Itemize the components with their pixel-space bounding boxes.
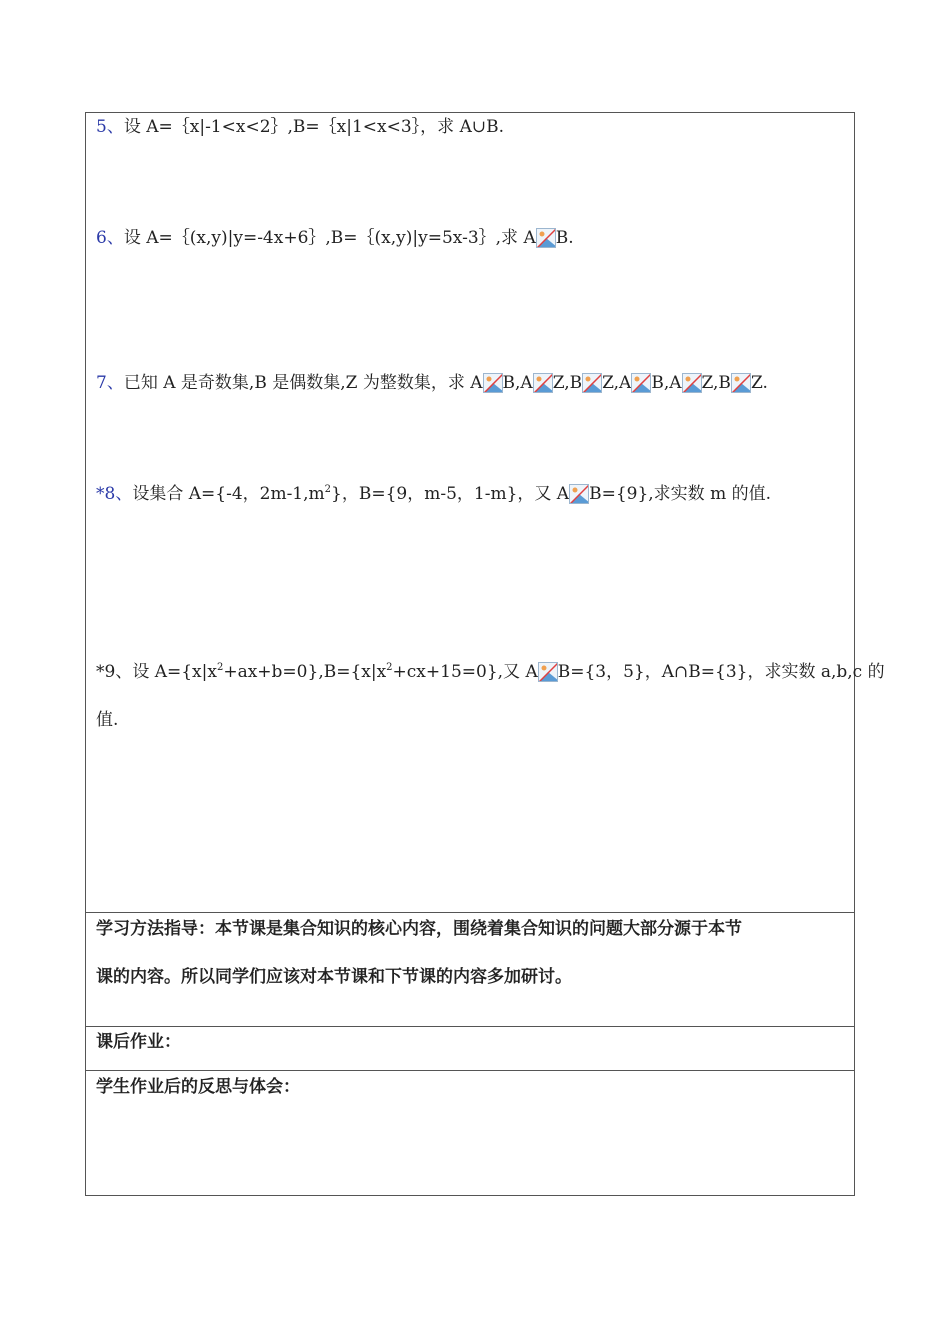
problem-7-text-a: 已知 A 是奇数集,B 是偶数集,Z 为整数集，求 A	[123, 373, 483, 393]
problem-8	[96, 483, 771, 505]
broken-image-icon	[731, 373, 751, 393]
problem-9-line-2: 值.	[96, 710, 119, 730]
problem-7-seg-2: Z,B	[552, 373, 583, 393]
problem-9-text-c: +cx+15=0},又 A	[392, 662, 538, 682]
reflection-label: 学生作业后的反思与体会：	[96, 1077, 300, 1097]
problem-8-text-c: B={9},求实数 m 的值.	[589, 484, 771, 504]
problem-8-number: *8、	[96, 484, 133, 504]
problem-7-seg-3: Z,A	[602, 373, 632, 393]
row-divider	[86, 1070, 854, 1071]
broken-image-icon	[483, 373, 503, 393]
problem-7-seg-4: B,A	[651, 373, 682, 393]
problem-7	[96, 372, 768, 394]
broken-image-icon	[533, 373, 553, 393]
problem-9-text-a: *9、设 A={x|x	[96, 662, 217, 682]
problem-6-text-b: B.	[555, 228, 574, 248]
problem-9-superscript-2: 2	[386, 662, 393, 673]
method-guidance-line-2: 课的内容。所以同学们应该对本节课和下节课的内容多加研讨。	[96, 967, 572, 987]
method-guidance-line-1: 学习方法指导：本节课是集合知识的核心内容，围绕着集合知识的问题大部分源于本节	[96, 919, 742, 939]
problem-8-superscript: 2	[324, 484, 332, 495]
problem-5-number: 5、	[96, 117, 124, 137]
worksheet-table	[85, 112, 885, 1196]
problem-7-number: 7、	[96, 373, 124, 393]
problem-5	[96, 116, 504, 138]
problem-8-text-b: }，B={9，m-5，1-m}，又 A	[331, 484, 570, 504]
problem-8-text-a: 设集合 A={-4，2m-1,m	[132, 484, 325, 504]
problem-7-seg-5: Z,B	[701, 373, 731, 393]
problem-9-text-b: +ax+b=0},B={x|x	[223, 662, 387, 682]
broken-image-icon	[582, 373, 602, 393]
problem-5-text: 设 A=｛x|-1<x<2｝,B=｛x|1<x<3｝，求 A∪B.	[123, 117, 505, 137]
row-divider	[86, 1026, 854, 1027]
problem-9-text-d: B={3，5}，A∩B={3}，求实数 a,b,c 的	[557, 662, 885, 682]
problem-6-text-a: 设 A=｛(x,y)|y=-4x+6｝,B=｛(x,y)|y=5x-3｝,求 A	[123, 228, 536, 248]
homework-label: 课后作业：	[96, 1032, 181, 1052]
problem-7-seg-1: B,A	[502, 373, 533, 393]
broken-image-icon	[538, 662, 558, 682]
problem-6	[96, 227, 574, 249]
row-divider	[86, 912, 854, 913]
broken-image-icon	[682, 373, 702, 393]
broken-image-icon	[631, 373, 651, 393]
problem-9-superscript-1: 2	[216, 662, 224, 673]
broken-image-icon	[569, 484, 589, 504]
problem-6-number: 6、	[96, 228, 124, 248]
broken-image-icon	[536, 228, 556, 248]
problem-9-line-1	[96, 661, 885, 683]
problem-7-seg-6: Z.	[750, 373, 768, 393]
